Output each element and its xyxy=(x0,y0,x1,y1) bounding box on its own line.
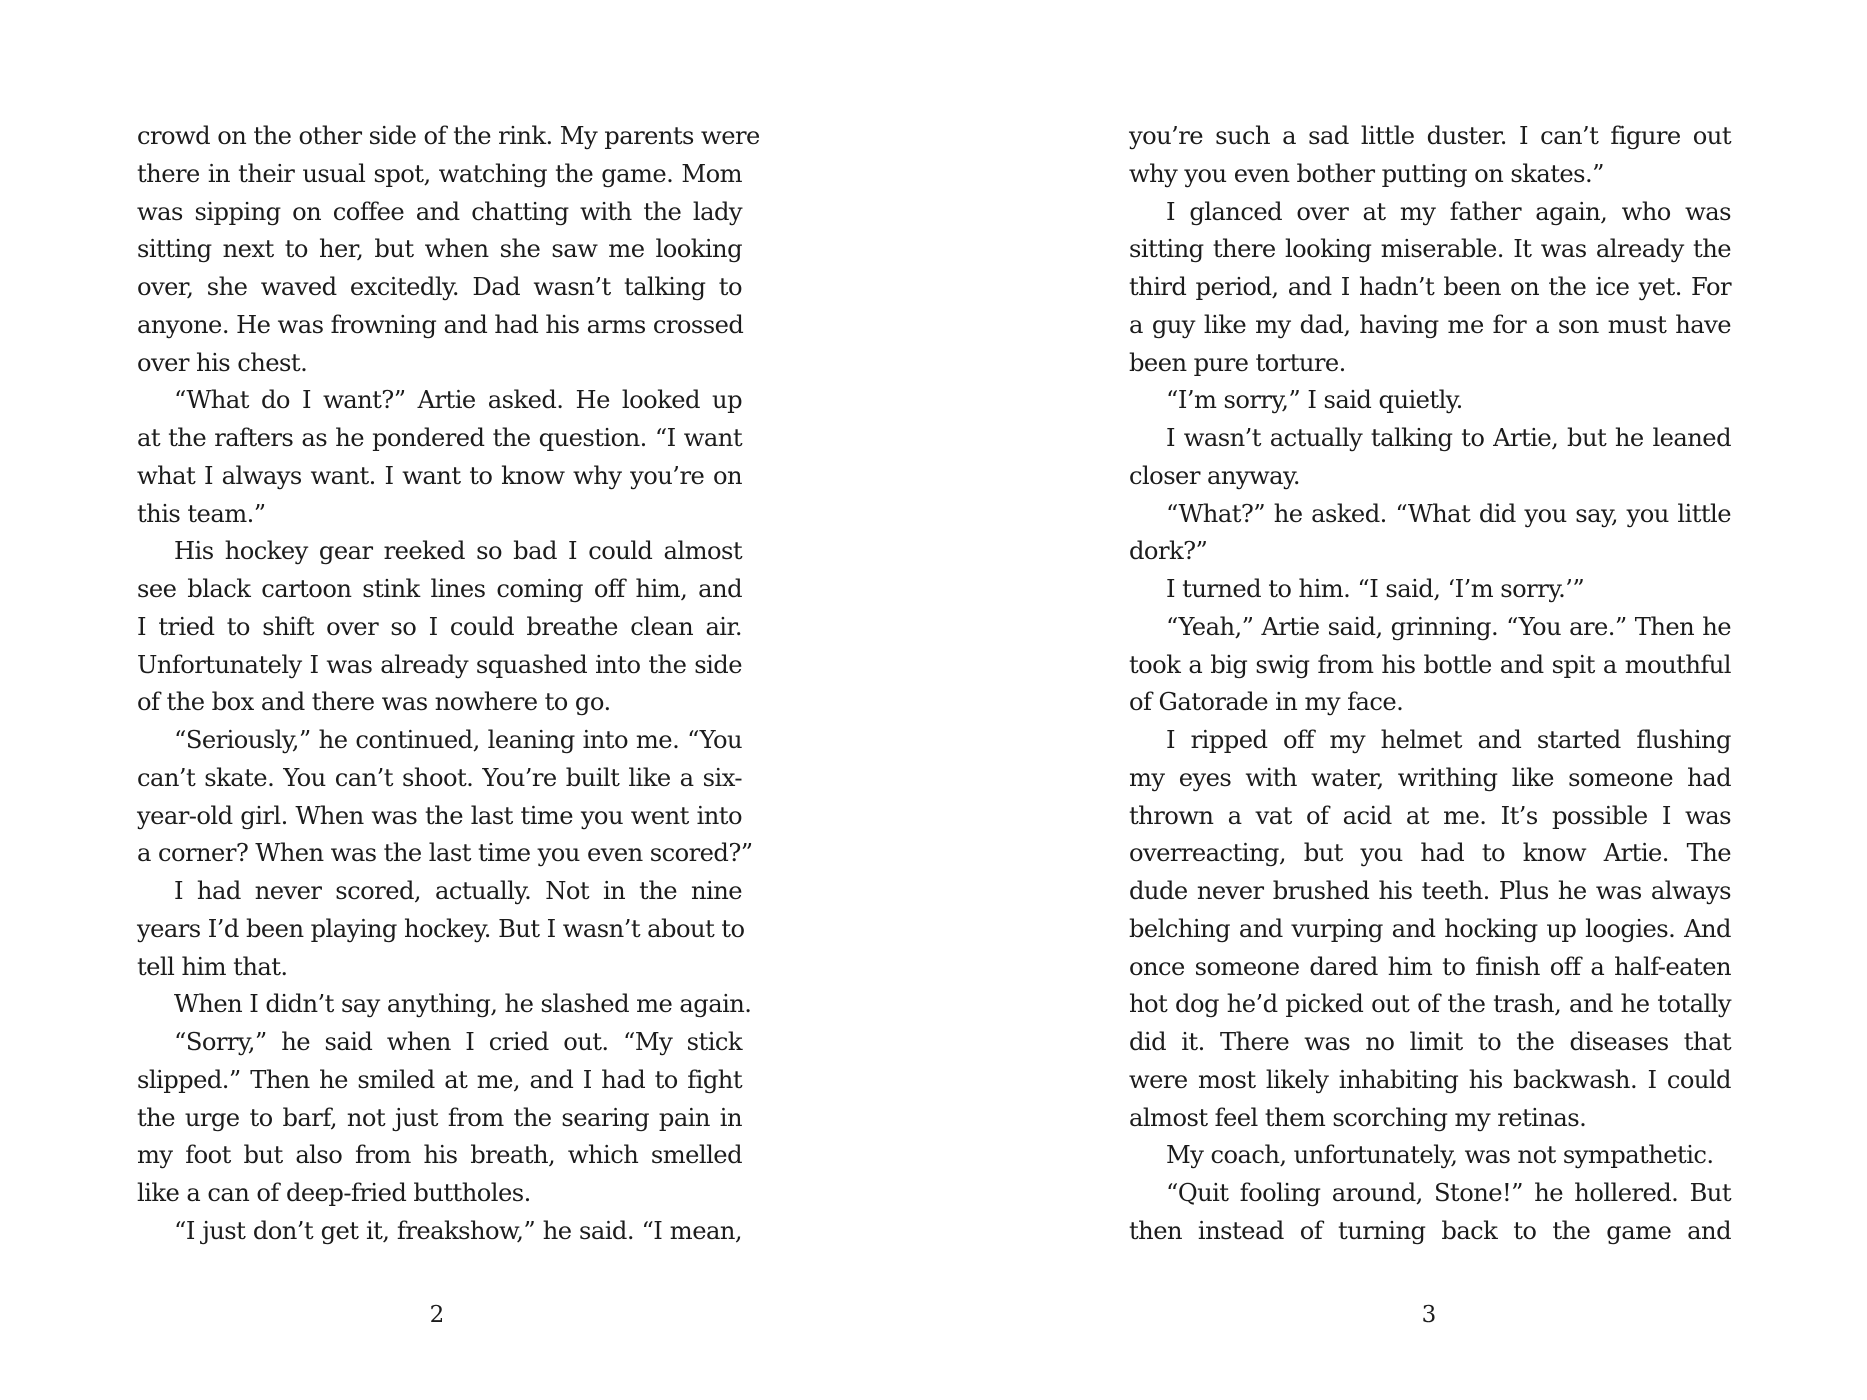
text-line: almost feel them scorching my retinas. xyxy=(1129,1103,1587,1132)
text-line: belching and vurping and hocking up loogies. And xyxy=(1129,914,1731,943)
text-line: my foot but also from his breath, which smelled xyxy=(137,1141,742,1170)
text-line: I tried to shift over so I could breathe clean air. xyxy=(137,612,742,641)
text-line: closer anyway. xyxy=(1129,461,1301,490)
text-line: then instead of turning back to the game and xyxy=(1129,1216,1731,1245)
text-line: a guy like my dad, having me for a son must have xyxy=(1129,310,1731,339)
text-line: dork?” xyxy=(1129,537,1208,566)
right-page xyxy=(933,0,1867,1400)
text-line: year-old girl. When was the last time you went into xyxy=(137,801,742,830)
text-line: My coach, unfortunately, was not sympathetic. xyxy=(1166,1141,1714,1170)
text-line: like a can of deep-fried buttholes. xyxy=(137,1179,531,1207)
text-line: my eyes with water, writhing like someone had xyxy=(1129,763,1731,792)
text-line: anyone. He was frowning and had his arms crossed xyxy=(137,310,744,339)
text-line: once someone dared him to finish off a half-eaten xyxy=(1129,952,1731,981)
text-line: was sipping on coffee and chatting with the lady xyxy=(137,197,742,226)
text-line: “What?” he asked. “What did you say, you little xyxy=(1166,499,1731,528)
text-line: the urge to barf, not just from the searing pain in xyxy=(137,1103,742,1132)
text-line: Unfortunately I was already squashed into the side xyxy=(137,650,742,679)
text-line: can’t skate. You can’t shoot. You’re built like a six- xyxy=(137,763,742,792)
text-line: sitting next to her, but when she saw me looking xyxy=(137,235,742,264)
text-line: crowd on the other side of the rink. My parents were xyxy=(137,122,760,150)
text-line: dude never brushed his teeth. Plus he was always xyxy=(1129,877,1731,905)
text-line: I wasn’t actually talking to Artie, but he leaned xyxy=(1166,424,1731,452)
text-line: “Sorry,” he said when I cried out. “My stick xyxy=(174,1028,742,1056)
right-page-body-text xyxy=(1129,118,1731,1251)
text-line: thrown a vat of acid at me. It’s possible I was xyxy=(1129,801,1731,830)
text-line: overreacting, but you had to know Artie. The xyxy=(1129,839,1731,868)
text-line: this team.” xyxy=(137,499,266,528)
left-page-body-text xyxy=(137,118,760,1251)
text-line: did it. There was no limit to the diseases that xyxy=(1129,1028,1731,1056)
text-line: over, she waved excitedly. Dad wasn’t talking to xyxy=(137,273,742,301)
text-line: over his chest. xyxy=(137,348,308,377)
text-line: you’re such a sad little duster. I can’t figure out xyxy=(1129,122,1731,150)
text-line: His hockey gear reeked so bad I could almost xyxy=(174,537,742,566)
text-line: at the rafters as he pondered the question. “I want xyxy=(137,424,742,452)
page-number-left: 2 xyxy=(429,1302,445,1328)
text-line: what I always want. I want to know why you’re on xyxy=(137,461,742,490)
text-line: there in their usual spot, watching the game. Mom xyxy=(137,159,742,188)
text-line: took a big swig from his bottle and spit a mouthful xyxy=(1129,650,1731,679)
page-number-right: 3 xyxy=(1421,1302,1437,1328)
text-line: When I didn’t say anything, he slashed me again. xyxy=(174,990,752,1019)
text-line: “I just don’t get it, freakshow,” he said. “I mean, xyxy=(174,1216,742,1245)
text-line: I ripped off my helmet and started flushing xyxy=(1166,726,1731,754)
text-line: were most likely inhabiting his backwash. I could xyxy=(1129,1065,1731,1094)
text-line: “Seriously,” he continued, leaning into me. “You xyxy=(174,726,742,754)
text-line: “I’m sorry,” I said quietly. xyxy=(1166,386,1463,415)
text-line: years I’d been playing hockey. But I wasn’t about to xyxy=(137,914,745,943)
text-line: tell him that. xyxy=(137,952,288,981)
text-line: been pure torture. xyxy=(1129,348,1346,377)
text-line: I turned to him. “I said, ‘I’m sorry.’” xyxy=(1166,575,1585,603)
text-line: see black cartoon stink lines coming off him, and xyxy=(137,575,742,603)
text-line: “Yeah,” Artie said, grinning. “You are.” Then he xyxy=(1166,612,1731,641)
text-line: third period, and I hadn’t been on the ice yet. For xyxy=(1129,273,1731,301)
text-line: hot dog he’d picked out of the trash, and he totally xyxy=(1129,990,1731,1019)
text-line: why you even bother putting on skates.” xyxy=(1129,159,1604,188)
text-line: slipped.” Then he smiled at me, and I had to fight xyxy=(137,1065,742,1094)
text-line: “Quit fooling around, Stone!” he hollered. But xyxy=(1166,1179,1731,1207)
text-line: of the box and there was nowhere to go. xyxy=(137,688,611,717)
text-line: a corner? When was the last time you even scored?” xyxy=(137,839,753,868)
text-line: sitting there looking miserable. It was already the xyxy=(1129,235,1731,264)
left-page xyxy=(0,0,933,1400)
text-line: of Gatorade in my face. xyxy=(1129,688,1404,717)
text-line: I glanced over at my father again, who was xyxy=(1166,197,1731,226)
text-line: “What do I want?” Artie asked. He looked up xyxy=(174,386,742,415)
text-line: I had never scored, actually. Not in the nine xyxy=(174,877,742,905)
